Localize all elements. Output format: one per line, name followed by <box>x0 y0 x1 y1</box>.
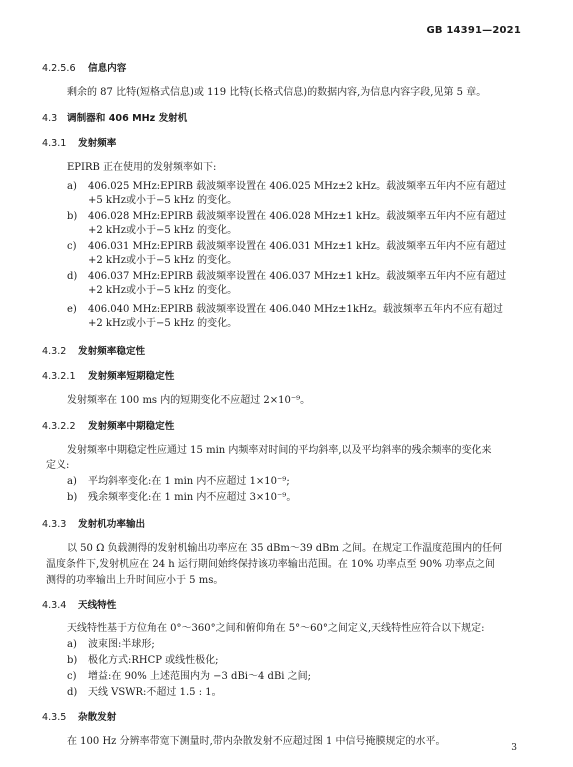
list-item: 406.037 MHz:EPIRB 载波频率设置在 406.037 MHz±1 kHz。载波频率五年内不应有超过 <box>88 271 507 282</box>
section-title: 天线特性 <box>78 600 117 611</box>
list-item-label: a) <box>67 476 77 487</box>
paragraph: 发射频率在 100 ms 内的短期变化不应超过 2×10⁻⁹。 <box>67 395 311 406</box>
section-number: 4.3.2.1 <box>42 371 76 382</box>
list-item: 极化方式:RHCP 或线性极化; <box>88 655 219 666</box>
paragraph: 剩余的 87 比特(短格式信息)或 119 比特(长格式信息)的数据内容,为信息内容字段,见第 5 章。 <box>67 87 487 98</box>
section-heading-4-3-1 <box>42 137 116 150</box>
paragraph: 天线特性基于方位角在 0°～360°之间和俯仰角在 5°～60°之间定义,天线特性应符合以下规定: <box>67 623 485 634</box>
section-title: 发射频率中期稳定性 <box>88 421 175 432</box>
list-item-label: e) <box>67 304 77 315</box>
list-item: 406.028 MHz:EPIRB 载波频率设置在 406.028 MHz±1 kHz。载波频率五年内不应有超过 <box>88 211 507 222</box>
section-title: 调制器和 406 MHz 发射机 <box>67 113 188 124</box>
section-title: 发射频率稳定性 <box>78 346 146 357</box>
list-item-continuation: +2 kHz或小于−5 kHz 的变化。 <box>88 318 238 329</box>
list-item-label: b) <box>67 211 78 222</box>
list-item-label: d) <box>67 271 78 282</box>
section-number: 4.3.3 <box>42 519 67 530</box>
paragraph: 发射频率中期稳定性应通过 15 min 内频率对时间的平均斜率,以及平均斜率的残余频率的变化来 <box>67 445 492 456</box>
list-item: 增益:在 90% 上述范围内为 −3 dBi～4 dBi 之间; <box>88 671 312 682</box>
section-heading-4-3-2-1 <box>42 370 174 383</box>
list-item-label: b) <box>67 655 78 666</box>
page-number: 3 <box>511 743 517 753</box>
section-heading-4-3 <box>42 112 187 125</box>
section-heading-4-3-3 <box>42 518 145 531</box>
list-item-continuation: +2 kHz或小于−5 kHz 的变化。 <box>88 225 238 236</box>
section-title: 发射机功率输出 <box>78 519 146 530</box>
section-title: 信息内容 <box>88 63 127 74</box>
section-heading-4-3-2 <box>42 345 145 358</box>
list-item: 残余频率变化:在 1 min 内不应超过 3×10⁻⁹。 <box>88 492 297 503</box>
list-item: 平均斜率变化:在 1 min 内不应超过 1×10⁻⁹; <box>88 476 290 487</box>
section-heading-4-3-4 <box>42 599 116 612</box>
list-item-label: a) <box>67 639 77 650</box>
paragraph: EPIRB 正在使用的发射频率如下: <box>67 162 217 173</box>
list-item-label: b) <box>67 492 78 503</box>
list-item-label: a) <box>67 181 77 192</box>
section-title: 发射频率短期稳定性 <box>88 371 175 382</box>
section-title: 杂散发射 <box>78 712 117 723</box>
list-item-continuation: +2 kHz或小于−5 kHz 的变化。 <box>88 285 238 296</box>
list-item-label: c) <box>67 241 77 252</box>
section-number: 4.3 <box>42 113 58 124</box>
section-heading-4-2-5-6 <box>42 62 126 75</box>
list-item-label: c) <box>67 671 77 682</box>
list-item-continuation: +5 kHz或小于−5 kHz 的变化。 <box>88 195 238 206</box>
section-number: 4.2.5.6 <box>42 63 76 74</box>
paragraph: 以 50 Ω 负载测得的发射机输出功率应在 35 dBm～39 dBm 之间。在规定工作温度范围内的任何 <box>67 543 503 554</box>
list-item: 406.031 MHz:EPIRB 载波频率设置在 406.031 MHz±1 kHz。载波频率五年内不应有超过 <box>88 241 507 252</box>
section-number: 4.3.2.2 <box>42 421 76 432</box>
section-number: 4.3.2 <box>42 346 67 357</box>
paragraph: 在 100 Hz 分辨率带宽下测量时,带内杂散发射不应超过图 1 中信号掩膜规定的水平。 <box>67 736 446 747</box>
section-heading-4-3-5 <box>42 711 116 724</box>
section-number: 4.3.4 <box>42 600 67 611</box>
standard-code: GB 14391—2021 <box>426 25 521 36</box>
section-number: 4.3.1 <box>42 138 67 149</box>
list-item: 406.025 MHz:EPIRB 载波频率设置在 406.025 MHz±2 kHz。载波频率五年内不应有超过 <box>88 181 507 192</box>
list-item: 406.040 MHz:EPIRB 载波频率设置在 406.040 MHz±1kHz。载波频率五年内不应有超过 <box>88 304 503 315</box>
paragraph-continuation: 温度条件下,发射机应在 24 h 运行期间始终保持该功率输出范围。在 10% 功率点至 90% 功率点之间 <box>46 559 496 570</box>
list-item-continuation: +2 kHz或小于−5 kHz 的变化。 <box>88 255 238 266</box>
list-item-label: d) <box>67 687 78 698</box>
section-number: 4.3.5 <box>42 712 67 723</box>
paragraph-continuation: 测得的功率输出上升时间应小于 5 ms。 <box>46 575 224 586</box>
list-item: 天线 VSWR:不超过 1.5 : 1。 <box>88 687 222 698</box>
section-title: 发射频率 <box>78 138 117 149</box>
paragraph-continuation: 定义: <box>46 460 70 471</box>
list-item: 波束图:半球形; <box>88 639 155 650</box>
section-heading-4-3-2-2 <box>42 420 174 433</box>
